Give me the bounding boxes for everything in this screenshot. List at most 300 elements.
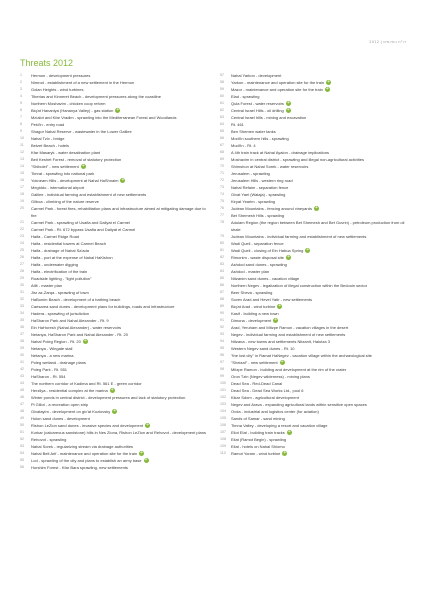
threat-description: Nahal Poleg Region - Rt. 20+ xyxy=(31,338,210,345)
threat-number: 29 xyxy=(20,276,24,280)
threat-item xyxy=(20,443,210,450)
threat-description: "the lost city" in Ramat HaNegev - vacation village within the archaeological site xyxy=(231,353,372,358)
threat-description: Jisr az-Zarqa - sprawling of town xyxy=(31,290,89,295)
threat-number: 78 xyxy=(220,220,224,224)
threat-description: Ovda - industrial and logistics center (for aviation) xyxy=(231,409,319,414)
threat-item xyxy=(220,387,410,394)
threat-description: Haifa - port at the expense of Nahal HaKishon xyxy=(31,255,113,260)
threat-description: Carmel Park - Rt. 672 bypass Usafia and Daliyat el Carmel xyxy=(31,227,136,232)
threat-description: Roadside lighting - "light pollution" xyxy=(31,276,92,281)
threat-item xyxy=(20,310,210,317)
threat-item xyxy=(220,93,410,100)
threat-number: 91 xyxy=(220,318,224,322)
threat-number: 9 xyxy=(20,129,22,133)
threat-number: 67 xyxy=(220,143,224,147)
threat-item xyxy=(220,233,410,240)
threat-item xyxy=(20,205,210,219)
threat-item xyxy=(220,205,410,212)
threat-description: Sands of Samar - sand mining xyxy=(231,416,285,421)
threat-number: 79 xyxy=(220,234,224,238)
threat-description: Nitzanim sand dunes - vacation village xyxy=(231,276,300,281)
new-threat-plus-icon xyxy=(305,248,310,253)
threat-item xyxy=(20,359,210,366)
threat-item xyxy=(220,401,410,408)
threat-item xyxy=(20,464,210,471)
threat-number: 20 xyxy=(20,206,24,210)
threat-description: Nahal Beit Arif - maintenance and operation site for the train+ xyxy=(31,450,210,457)
threat-item xyxy=(20,324,210,331)
threat-number: 5 xyxy=(20,101,22,105)
threat-description: Arad, Yeruham and Mitzpe Ramon - vacation villages in the desert xyxy=(231,325,349,330)
threat-item xyxy=(20,240,210,247)
threat-number: 32 xyxy=(20,297,24,301)
threat-description: Timna Valley - developing a resort and vacation village xyxy=(231,423,328,428)
threat-number: 101 xyxy=(220,388,226,392)
new-threat-plus-icon xyxy=(83,339,88,344)
threat-number: 2 xyxy=(20,80,22,84)
new-threat-plus-icon xyxy=(282,451,287,456)
threat-number: 97 xyxy=(220,360,224,364)
new-threat-plus-icon xyxy=(120,178,125,183)
threat-description: Rimonim - waste disposal site+ xyxy=(231,254,410,261)
threat-number: 22 xyxy=(20,227,24,231)
threat-description: Rehovot - sprawling xyxy=(31,437,67,442)
threat-description: Nahal Refaim - separation fence xyxy=(231,185,289,190)
threat-item xyxy=(20,275,210,282)
threat-item xyxy=(20,331,210,338)
threat-description: Judean Mountains - fencing around vineyards+ xyxy=(231,205,410,212)
threat-description: Kurkar (calcareous sandstone) hills in Nes Ziona, Rishon LeZion and Rehovot - development plans xyxy=(31,430,206,435)
threat-description: Hermon - development pressures xyxy=(31,73,91,78)
threat-number: 82 xyxy=(220,255,224,259)
threat-number: 25 xyxy=(20,248,24,252)
threat-description: Dead Sea - Dead Sea Works Ltd., pool 6 xyxy=(231,388,304,393)
threat-number: 3 xyxy=(20,87,22,91)
threat-number: 87 xyxy=(220,290,224,294)
new-threat-plus-icon xyxy=(325,87,330,92)
threat-item xyxy=(220,107,410,114)
threat-description: Kiryat Yearim - sprawling xyxy=(231,199,276,204)
threat-number: 66 xyxy=(220,136,224,140)
threat-item xyxy=(20,170,210,177)
threat-number: 71 xyxy=(220,171,224,175)
threat-description: Shimshon at Nahal Sorek - water reservoirs xyxy=(231,164,309,169)
new-threat-plus-icon xyxy=(287,430,292,435)
threat-description: Central Israel Hills - oil drilling+ xyxy=(231,107,410,114)
threat-number: 47 xyxy=(20,402,24,406)
threat-description: The northern corridor of Kadima and Rt. 561 E - green corridor xyxy=(31,381,142,386)
threat-item xyxy=(20,163,210,170)
page-title: Threats 2012 xyxy=(20,58,74,68)
threat-item xyxy=(220,310,410,317)
threat-item xyxy=(220,429,410,436)
threat-number: 51 xyxy=(20,430,24,434)
threat-description: Kfar Masaryk - water desalination plant xyxy=(31,150,101,155)
threat-description: Lod - sprawling of the city and plans to establish an army base+ xyxy=(31,457,210,464)
threat-item xyxy=(220,247,410,254)
threat-description: Eliot Elat - building train tracks+ xyxy=(231,429,410,436)
threat-number: 41 xyxy=(20,360,24,364)
threat-description: Haifa - residential towers at Carmel Beach xyxy=(31,241,106,246)
threat-number: 12 xyxy=(20,150,24,154)
threat-item xyxy=(220,275,410,282)
threat-number: 15 xyxy=(20,171,24,175)
threat-number: 17 xyxy=(20,185,24,189)
threat-item xyxy=(220,408,410,415)
new-threat-plus-icon xyxy=(81,164,86,169)
threat-number: 21 xyxy=(20,220,24,224)
new-threat-plus-icon xyxy=(286,101,291,106)
threat-number: 94 xyxy=(220,339,224,343)
threat-description: Poleg wetland - drainage plans xyxy=(31,360,86,365)
threat-number: 19 xyxy=(20,199,24,203)
threat-description: Beer Sheva - sprawling xyxy=(231,290,273,295)
threat-description: Bet Shemesh Hills - sprawling xyxy=(231,213,285,218)
threat-number: 45 xyxy=(20,388,24,392)
threat-description: Pi Glilot - a recreation open strip xyxy=(31,402,89,407)
threat-number: 64 xyxy=(220,122,224,126)
threat-number: 104 xyxy=(220,409,226,413)
new-threat-plus-icon xyxy=(280,360,285,365)
threat-number: 93 xyxy=(220,332,224,336)
threat-number: 36 xyxy=(20,325,24,329)
threat-description: Golan Heights - wind turbines xyxy=(31,87,84,92)
threat-item xyxy=(20,198,210,205)
threat-description: Moshavim in central district - sprawling and illegal non-agricultural activities xyxy=(231,157,364,162)
threat-item xyxy=(220,114,410,121)
threats-list-right xyxy=(220,72,410,457)
threat-number: 73 xyxy=(220,185,224,189)
threat-item xyxy=(220,338,410,345)
threat-number: 100 xyxy=(220,381,226,385)
threat-description: Judean Mountains - individual farming and establishment of new settlements xyxy=(231,234,367,239)
threat-item xyxy=(220,380,410,387)
threat-description: Northern Negev - legalization of illegal construction within the Bedouin sector xyxy=(231,283,368,288)
threat-number: 68 xyxy=(220,150,224,154)
threat-number: 65 xyxy=(220,129,224,133)
threat-number: 40 xyxy=(20,353,24,357)
threat-description: Carmel Park - forest fires, rehabilitation plans and infrastructure aimed at mitigating damage due to fire xyxy=(31,206,206,218)
threat-description: Haifa - Carmel Ridge Road xyxy=(31,234,80,239)
threat-description: Netanya, HaSharon Park and Nahal Alexander - Rt. 20 xyxy=(31,332,128,337)
threat-number: 11 xyxy=(20,143,24,147)
running-header: 2012 | דו"ח האיומים xyxy=(369,40,406,44)
threat-description: Ramot Yoram - wind turbine+ xyxy=(231,450,410,457)
threat-item xyxy=(220,86,410,93)
new-threat-plus-icon xyxy=(314,206,319,211)
threat-item xyxy=(220,79,410,86)
threat-number: 88 xyxy=(220,297,224,301)
threat-number: 33 xyxy=(20,304,24,308)
threat-number: 24 xyxy=(20,241,24,245)
threat-item xyxy=(20,380,210,387)
threat-item xyxy=(20,128,210,135)
new-threat-plus-icon xyxy=(277,304,282,309)
threat-description: "Shibolet" - new settlement+ xyxy=(31,163,210,170)
threat-number: 106 xyxy=(220,423,226,427)
threat-description: HaSharon - Rt. 554 xyxy=(31,374,66,379)
threat-item xyxy=(20,317,210,324)
threat-description: Givatayim - development on giv'at Kozlovsky+ xyxy=(31,408,210,415)
threat-number: 76 xyxy=(220,206,224,210)
threat-item xyxy=(220,219,410,233)
threat-item xyxy=(220,100,410,107)
new-threat-plus-icon xyxy=(139,451,144,456)
threat-item xyxy=(20,268,210,275)
threat-item xyxy=(220,282,410,289)
threat-item xyxy=(20,450,210,457)
threat-number: 46 xyxy=(20,395,24,399)
threat-item xyxy=(220,268,410,275)
threat-item xyxy=(220,331,410,338)
threat-description: Winter ponds in central district - development pressures and lack of statutory protection xyxy=(31,395,186,400)
threat-item xyxy=(220,324,410,331)
threat-description: Gilboa - climbing of the nature reserve xyxy=(31,199,99,204)
threat-item xyxy=(20,436,210,443)
threat-description: Caesarea sand dunes - development plans for buildings, roads and infrastructure xyxy=(31,304,175,309)
threat-description: Peki'in - entry road xyxy=(31,122,65,127)
threat-item xyxy=(220,296,410,303)
threat-item xyxy=(20,177,210,184)
threat-number: 85 xyxy=(220,276,224,280)
threat-description: Carmel Park - sprawling of Usafia and Daliyat el Carmel xyxy=(31,220,130,225)
threat-item xyxy=(220,121,410,128)
threat-description: Mitzpe Ramon - building and development at the rim of the crater xyxy=(231,367,347,372)
threat-number: 57 xyxy=(220,73,224,77)
threat-item xyxy=(20,394,210,401)
threat-description: Beit Keshet Forest - removal of statutory protection xyxy=(31,157,122,162)
threat-description: Holon sand dunes - development xyxy=(31,416,90,421)
threat-description: Central Israel hills - mining and excavation xyxy=(231,115,307,120)
threat-number: 28 xyxy=(20,269,24,273)
threat-item xyxy=(20,415,210,422)
threat-item xyxy=(220,303,410,310)
threat-item xyxy=(20,457,210,464)
threat-description: Ben Shemen water tanks xyxy=(231,129,276,134)
threat-description: Yokneam Hills - development at Nahal HaShnaim+ xyxy=(31,177,210,184)
threat-number: 31 xyxy=(20,290,24,294)
threat-item xyxy=(20,184,210,191)
threat-number: 10 xyxy=(20,136,24,140)
threat-description: Kikar Sdom - agricultural development xyxy=(231,395,299,400)
threat-number: 102 xyxy=(220,395,226,399)
threat-description: Eilat (Ramot Begin) - sprawling xyxy=(231,437,287,442)
threat-number: 43 xyxy=(20,374,24,378)
threat-number: 105 xyxy=(220,416,226,420)
threat-description: Kasif - building a new town xyxy=(231,311,279,316)
new-threat-plus-icon xyxy=(273,318,278,323)
threat-description: Ein HaHoresh (Nahal Alexander) - water reservoirs xyxy=(31,325,122,330)
threat-description: Northern Moshavim - chicken coop reform xyxy=(31,101,106,106)
new-threat-plus-icon xyxy=(326,80,331,85)
threat-description: Nahal Sorek - regularizing stream via drainage authorities xyxy=(31,444,134,449)
threat-description: Adulam Region (the region between Bet Shemesh and Bet Guvrin) - petroleum production from oil shale xyxy=(231,220,405,232)
threat-number: 50 xyxy=(20,423,24,427)
threat-description: Dimona - development+ xyxy=(231,317,410,324)
threat-item xyxy=(20,338,210,345)
threat-description: Horshim Forest - Kfar Bara sprawling, new settlements xyxy=(31,465,128,470)
threat-item xyxy=(20,408,210,415)
threat-number: 86 xyxy=(220,283,224,287)
threat-item xyxy=(220,450,410,457)
threat-number: 69 xyxy=(220,157,224,161)
threat-item xyxy=(20,296,210,303)
threat-item xyxy=(20,219,210,226)
threat-item xyxy=(220,184,410,191)
threat-description: Shagor Nahal Reserve - wastewater in the Lower Galilee xyxy=(31,129,132,134)
threat-number: 84 xyxy=(220,269,224,273)
threat-item xyxy=(220,156,410,163)
threat-description: Mazor - maintenance and operation site for the train+ xyxy=(231,86,410,93)
threat-description: Sovev Arad and Hevel Yatir - new settlements xyxy=(231,297,313,302)
threat-item xyxy=(20,233,210,240)
threat-number: 48 xyxy=(20,409,24,413)
threat-item xyxy=(20,191,210,198)
new-threat-plus-icon xyxy=(145,423,150,428)
threat-description: Galilee - individual farming and establishment of new settlements xyxy=(31,192,147,197)
new-threat-plus-icon xyxy=(110,388,115,393)
threat-description: Haifa - electrification of the train xyxy=(31,269,88,274)
threat-number: 55 xyxy=(20,458,24,462)
threat-item xyxy=(220,240,410,247)
threat-description: HaSharon Park and Nahal Alexander - Rt. 9 xyxy=(31,318,109,323)
threat-description: Betzet Beach - hotels xyxy=(31,143,70,148)
threat-description: Eilat - hotels on Nahal Shlomo xyxy=(231,444,285,449)
threat-description: Negev and Arava - expanding agricultural lands within sensitive open spaces xyxy=(231,402,367,407)
threat-description: Haifa - underwater digging xyxy=(31,262,78,267)
threat-item xyxy=(220,415,410,422)
threat-number: 1 xyxy=(20,73,22,77)
threat-item xyxy=(220,135,410,142)
threat-item xyxy=(20,79,210,86)
threat-item xyxy=(20,254,210,261)
threat-item xyxy=(220,289,410,296)
threat-number: 63 xyxy=(220,115,224,119)
threat-item xyxy=(20,86,210,93)
new-threat-plus-icon xyxy=(115,108,120,113)
threat-number: 60 xyxy=(220,94,224,98)
threat-number: 4 xyxy=(20,94,22,98)
threat-number: 77 xyxy=(220,213,224,217)
threat-item xyxy=(20,352,210,359)
threat-item xyxy=(20,247,210,254)
threat-number: 103 xyxy=(220,402,226,406)
threat-number: 39 xyxy=(20,346,24,350)
threat-item xyxy=(20,373,210,380)
threat-item xyxy=(20,156,210,163)
threat-description: A 4th train track at Nahal Ayalon - drainage implications xyxy=(231,150,329,155)
threat-number: 14 xyxy=(20,164,24,168)
threat-item xyxy=(20,226,210,233)
threat-item xyxy=(220,177,410,184)
threat-number: 107 xyxy=(220,430,226,434)
threat-number: 37 xyxy=(20,332,24,336)
threat-description: Western Negev sand dunes - Rt. 10 xyxy=(231,346,295,351)
threat-number: 30 xyxy=(20,283,24,287)
threat-number: 108 xyxy=(220,437,226,441)
new-threat-plus-icon xyxy=(286,108,291,113)
threat-item xyxy=(20,72,210,79)
new-threat-plus-icon xyxy=(144,458,149,463)
threat-number: 8 xyxy=(20,122,22,126)
threat-number: 61 xyxy=(220,101,224,105)
threat-number: 53 xyxy=(20,444,24,448)
threat-number: 38 xyxy=(20,339,24,343)
threat-number: 96 xyxy=(220,353,224,357)
threat-number: 26 xyxy=(20,255,24,259)
threat-number: 110 xyxy=(220,451,226,455)
threat-item xyxy=(220,212,410,219)
threat-item xyxy=(20,422,210,429)
threat-description: Rt. 461 xyxy=(231,122,244,127)
threat-number: 83 xyxy=(220,262,224,266)
threat-item xyxy=(20,121,210,128)
threat-item xyxy=(220,366,410,373)
threat-item xyxy=(220,170,410,177)
threat-number: 80 xyxy=(220,241,224,245)
threat-item xyxy=(20,282,210,289)
threat-item xyxy=(20,149,210,156)
threat-description: Haifa - drainage of Nahal Sa'ada xyxy=(31,248,89,253)
threat-number: 27 xyxy=(20,262,24,266)
threat-item xyxy=(220,394,410,401)
threat-description: Jerusalem Hills - western ring road xyxy=(231,178,293,183)
threat-description: Megiddo - international airport xyxy=(31,185,85,190)
threat-number: 70 xyxy=(220,164,224,168)
threat-item xyxy=(220,163,410,170)
threat-number: 56 xyxy=(20,465,24,469)
threat-number: 34 xyxy=(20,311,24,315)
threat-description: Netanya - a new marina xyxy=(31,353,74,358)
threat-item xyxy=(20,387,210,394)
threat-item xyxy=(220,352,410,359)
threat-item xyxy=(20,345,210,352)
threat-description: Biq'at Arad - wind turbine+ xyxy=(231,303,410,310)
threat-number: 92 xyxy=(220,325,224,329)
threat-description: Qula Forest - water reservoirs+ xyxy=(231,100,410,107)
threat-description: Jerusalem - sprawling xyxy=(231,171,270,176)
threat-number: 95 xyxy=(220,346,224,350)
threat-item xyxy=(20,93,210,100)
threat-item xyxy=(220,345,410,352)
threat-number: 18 xyxy=(20,192,24,196)
threat-number: 52 xyxy=(20,437,24,441)
threat-description: Yarkon - maintenance and operation site for the train+ xyxy=(231,79,410,86)
threat-number: 35 xyxy=(20,318,24,322)
threat-description: Hadera - sprawling of jurisdiction xyxy=(31,311,90,316)
threat-number: 109 xyxy=(220,444,226,448)
threat-description: Timrat - sprawling into national park xyxy=(31,171,95,176)
threat-item xyxy=(20,135,210,142)
threat-number: 7 xyxy=(20,115,22,119)
threat-number: 54 xyxy=(20,451,24,455)
threats-list-left xyxy=(20,72,210,471)
threat-description: Rishon LeZion sand dunes - invasive species and development+ xyxy=(31,422,210,429)
threat-description: Modi'in southern hills - sprawling xyxy=(231,136,289,141)
threat-item xyxy=(220,436,410,443)
threat-number: 62 xyxy=(220,108,224,112)
threat-item xyxy=(220,261,410,268)
threat-description: Netanya - Wingate stall xyxy=(31,346,73,351)
threat-number: 89 xyxy=(220,304,224,308)
threat-description: Negev - individual farming and establishment of new settlements xyxy=(231,332,346,337)
threat-item xyxy=(220,72,410,79)
threat-number: 59 xyxy=(220,87,224,91)
threat-item xyxy=(220,142,410,149)
threat-item xyxy=(20,261,210,268)
threat-item xyxy=(220,254,410,261)
threat-number: 72 xyxy=(220,178,224,182)
